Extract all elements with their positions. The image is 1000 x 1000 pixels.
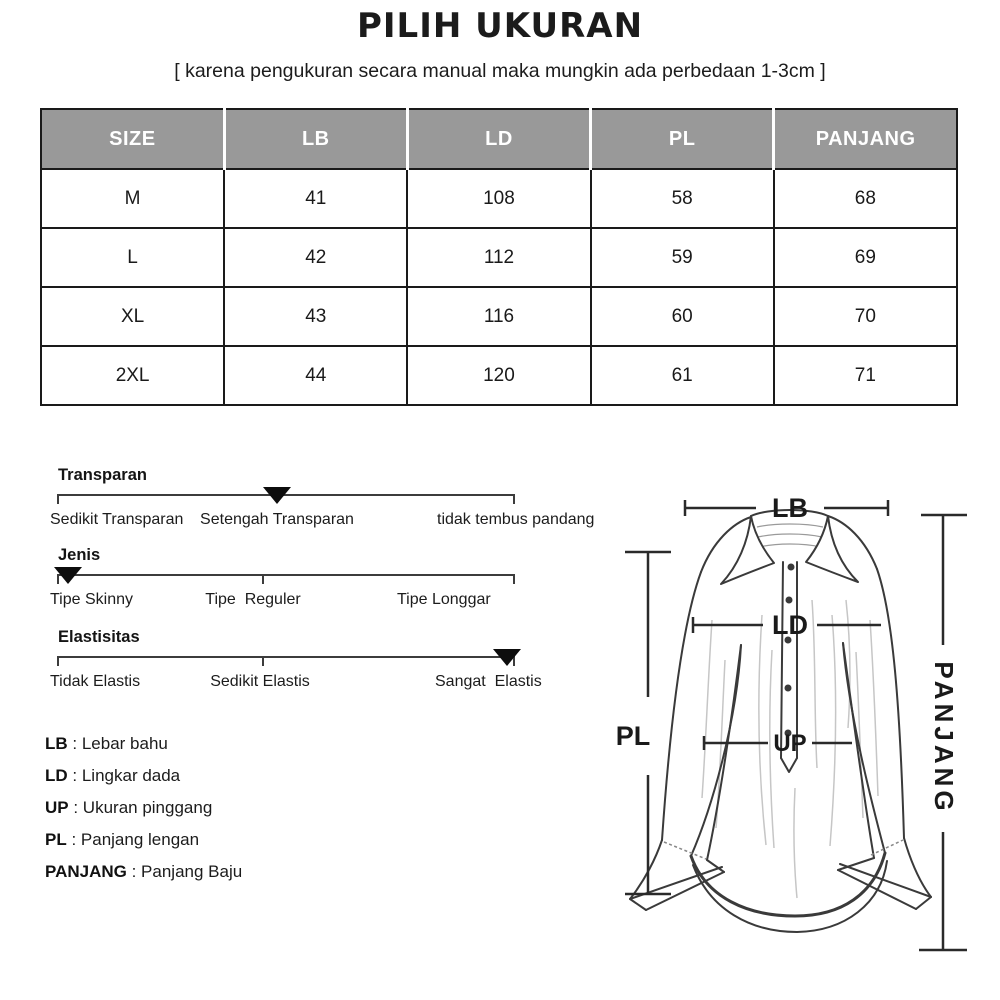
- scale-mid-tick: [262, 576, 264, 584]
- cell-lb: 41: [224, 169, 407, 228]
- legend-desc: Lingkar dada: [81, 766, 181, 785]
- fit-type-scale: [0, 546, 660, 616]
- legend-abbr: PANJANG: [45, 862, 127, 881]
- scale-label: Tidak Elastis: [50, 673, 141, 690]
- legend-separator: :: [68, 798, 83, 817]
- cell-pl: 58: [591, 169, 774, 228]
- page-subtitle: [ karena pengukuran secara manual maka mungkin ada perbedaan 1-3cm ]: [174, 60, 826, 82]
- diagram-label-ld: LD: [772, 610, 808, 640]
- scale-label: Setengah Transparan: [200, 511, 354, 528]
- size-table-header-row: [41, 109, 957, 169]
- marker-triangle-icon: [493, 649, 521, 666]
- scale-label: Tipe Skinny: [50, 591, 133, 608]
- legend-separator: :: [126, 862, 142, 881]
- legend-separator: :: [67, 766, 82, 785]
- col-header-size: SIZE: [41, 109, 224, 169]
- cell-pl: 60: [591, 287, 774, 346]
- table-row-2xl: [41, 346, 957, 405]
- legend-desc: Panjang lengan: [80, 830, 200, 849]
- table-row-l: [41, 228, 957, 287]
- legend-item-panjang: [45, 862, 242, 881]
- measurement-legend: [45, 734, 242, 894]
- scale-title: Transparan: [58, 466, 147, 484]
- marker-triangle-icon: [54, 567, 82, 584]
- cell-lb: 43: [224, 287, 407, 346]
- cell-size: XL: [41, 287, 224, 346]
- cell-lb: 42: [224, 228, 407, 287]
- transparency-scale: [0, 466, 660, 536]
- cell-size: 2XL: [41, 346, 224, 405]
- scale-line: [57, 494, 515, 506]
- cell-ld: 116: [407, 287, 590, 346]
- cell-lb: 44: [224, 346, 407, 405]
- diagram-label-lb: LB: [772, 493, 808, 523]
- legend-abbr: LB: [45, 734, 68, 753]
- diagram-label-panjang: PANJANG: [929, 661, 959, 815]
- scale-label: Sedikit Transparan: [50, 511, 184, 528]
- marker-triangle-icon: [263, 487, 291, 504]
- size-table: [40, 108, 958, 406]
- cell-panjang: 71: [774, 346, 957, 405]
- col-header-ld: LD: [407, 109, 590, 169]
- cell-panjang: 69: [774, 228, 957, 287]
- table-row-xl: [41, 287, 957, 346]
- scale-line: [57, 656, 515, 668]
- shirt-measurement-diagram: [600, 450, 1000, 1000]
- scale-mid-tick: [262, 658, 264, 666]
- legend-separator: :: [67, 734, 82, 753]
- cell-pl: 59: [591, 228, 774, 287]
- scale-label: Sangat Elastis: [435, 673, 542, 690]
- elasticity-scale: [0, 628, 660, 698]
- cell-panjang: 70: [774, 287, 957, 346]
- legend-item-pl: [45, 830, 242, 849]
- legend-abbr: LD: [45, 766, 68, 785]
- legend-desc: Ukuran pinggang: [82, 798, 213, 817]
- legend-item-up: [45, 798, 242, 817]
- table-row-m: [41, 169, 957, 228]
- shirt-buttons: [785, 564, 795, 737]
- legend-separator: :: [66, 830, 81, 849]
- cuff-stitch-lines: [664, 840, 903, 859]
- scale-line: [57, 574, 515, 586]
- legend-desc: Panjang Baju: [141, 862, 243, 881]
- cell-panjang: 68: [774, 169, 957, 228]
- shirt-outline: [630, 510, 931, 932]
- legend-item-lb: [45, 734, 242, 753]
- col-header-lb: LB: [224, 109, 407, 169]
- scale-label: tidak tembus pandang: [437, 511, 595, 528]
- scale-label: Tipe Reguler: [205, 591, 301, 608]
- legend-abbr: PL: [45, 830, 67, 849]
- cell-size: L: [41, 228, 224, 287]
- diagram-label-pl: PL: [615, 721, 651, 751]
- cell-ld: 120: [407, 346, 590, 405]
- cell-size: M: [41, 169, 224, 228]
- cell-pl: 61: [591, 346, 774, 405]
- legend-desc: Lebar bahu: [81, 734, 168, 753]
- legend-abbr: UP: [45, 798, 69, 817]
- scale-title: Jenis: [58, 546, 101, 564]
- page-title: PILIH UKURAN: [356, 6, 644, 46]
- cell-ld: 108: [407, 169, 590, 228]
- scale-label: Sedikit Elastis: [210, 673, 310, 690]
- cell-ld: 112: [407, 228, 590, 287]
- scale-title: Elastisitas: [58, 628, 140, 646]
- legend-item-ld: [45, 766, 242, 785]
- col-header-panjang: PANJANG: [774, 109, 957, 169]
- scale-label: Tipe Longgar: [397, 591, 491, 608]
- col-header-pl: PL: [591, 109, 774, 169]
- diagram-label-up: UP: [773, 730, 807, 757]
- collar-band-lines: [757, 524, 823, 547]
